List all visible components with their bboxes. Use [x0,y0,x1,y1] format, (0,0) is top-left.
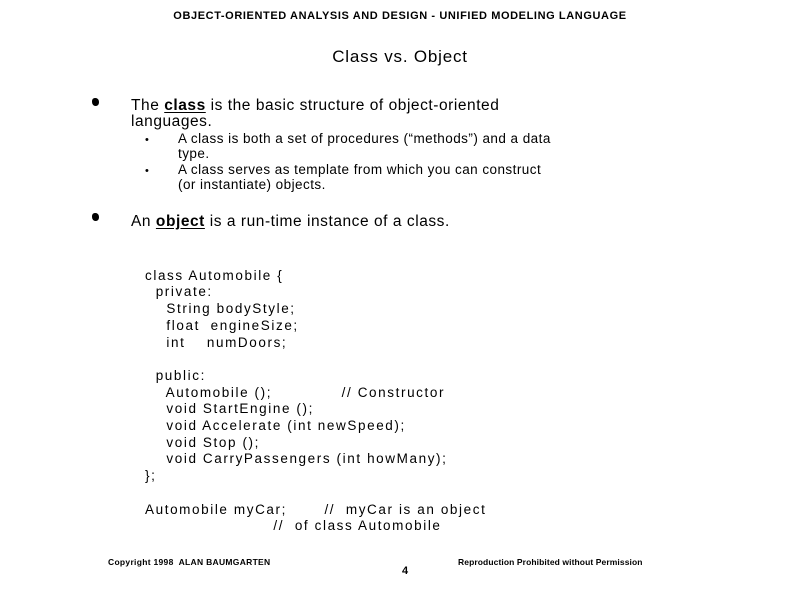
code-line: public: [145,367,206,383]
bullet-class-text [131,98,499,114]
slide-title: Class vs. Object [332,47,468,66]
keyword-class: class [164,97,206,114]
code-line: }; [145,468,157,484]
code-line: Automobile myCar; // myCar is an object [145,501,487,517]
code-line [145,351,486,368]
footer-copyright: Copyright 1998 ALAN BAUMGARTEN [108,557,271,567]
sub-bullet-marker: • [145,134,149,146]
sub-item-text-continued: type. [178,146,210,161]
bullet-prefix: The [131,97,165,114]
bullet-class-text-continued: languages. [131,113,213,130]
code-line [145,485,486,502]
bullet-marker [92,213,99,221]
code-line: Automobile (); // Constructor [145,384,446,400]
code-line: // of class Automobile [145,518,442,534]
code-line: void CarryPassengers (int howMany); [145,451,448,467]
bullet-prefix: An [131,213,156,230]
bullet-rest: is the basic structure of object-oriented [205,97,500,114]
keyword-object: object [155,213,205,230]
footer-notice: Reproduction Prohibited without Permission [458,557,643,567]
code-line: void Stop (); [145,434,260,450]
code-block [145,251,486,552]
sub-item-text-continued: (or instantiate) objects. [178,177,326,192]
code-line: String bodyStyle; [145,301,296,317]
code-line: class Automobile { [145,267,284,283]
code-line: void Accelerate (int newSpeed); [145,418,406,434]
bullet-marker [92,98,99,106]
sub-item-text: A class serves as template from which you can construct [178,162,542,177]
bullet-object-text [131,214,450,230]
sub-item-text: A class is both a set of procedures (“methods”) and a data [178,131,551,146]
document-header: OBJECT-ORIENTED ANALYSIS AND DESIGN - UNIFIED MODELING LANGUAGE [173,10,627,22]
code-line: void StartEngine (); [145,401,314,417]
bullet-rest: is a run-time instance of a class. [204,213,450,230]
code-line: int numDoors; [145,334,288,350]
code-line: float engineSize; [145,317,299,333]
page-number: 4 [402,565,409,577]
sub-bullet-marker: • [145,165,149,177]
code-line: private: [145,284,213,300]
